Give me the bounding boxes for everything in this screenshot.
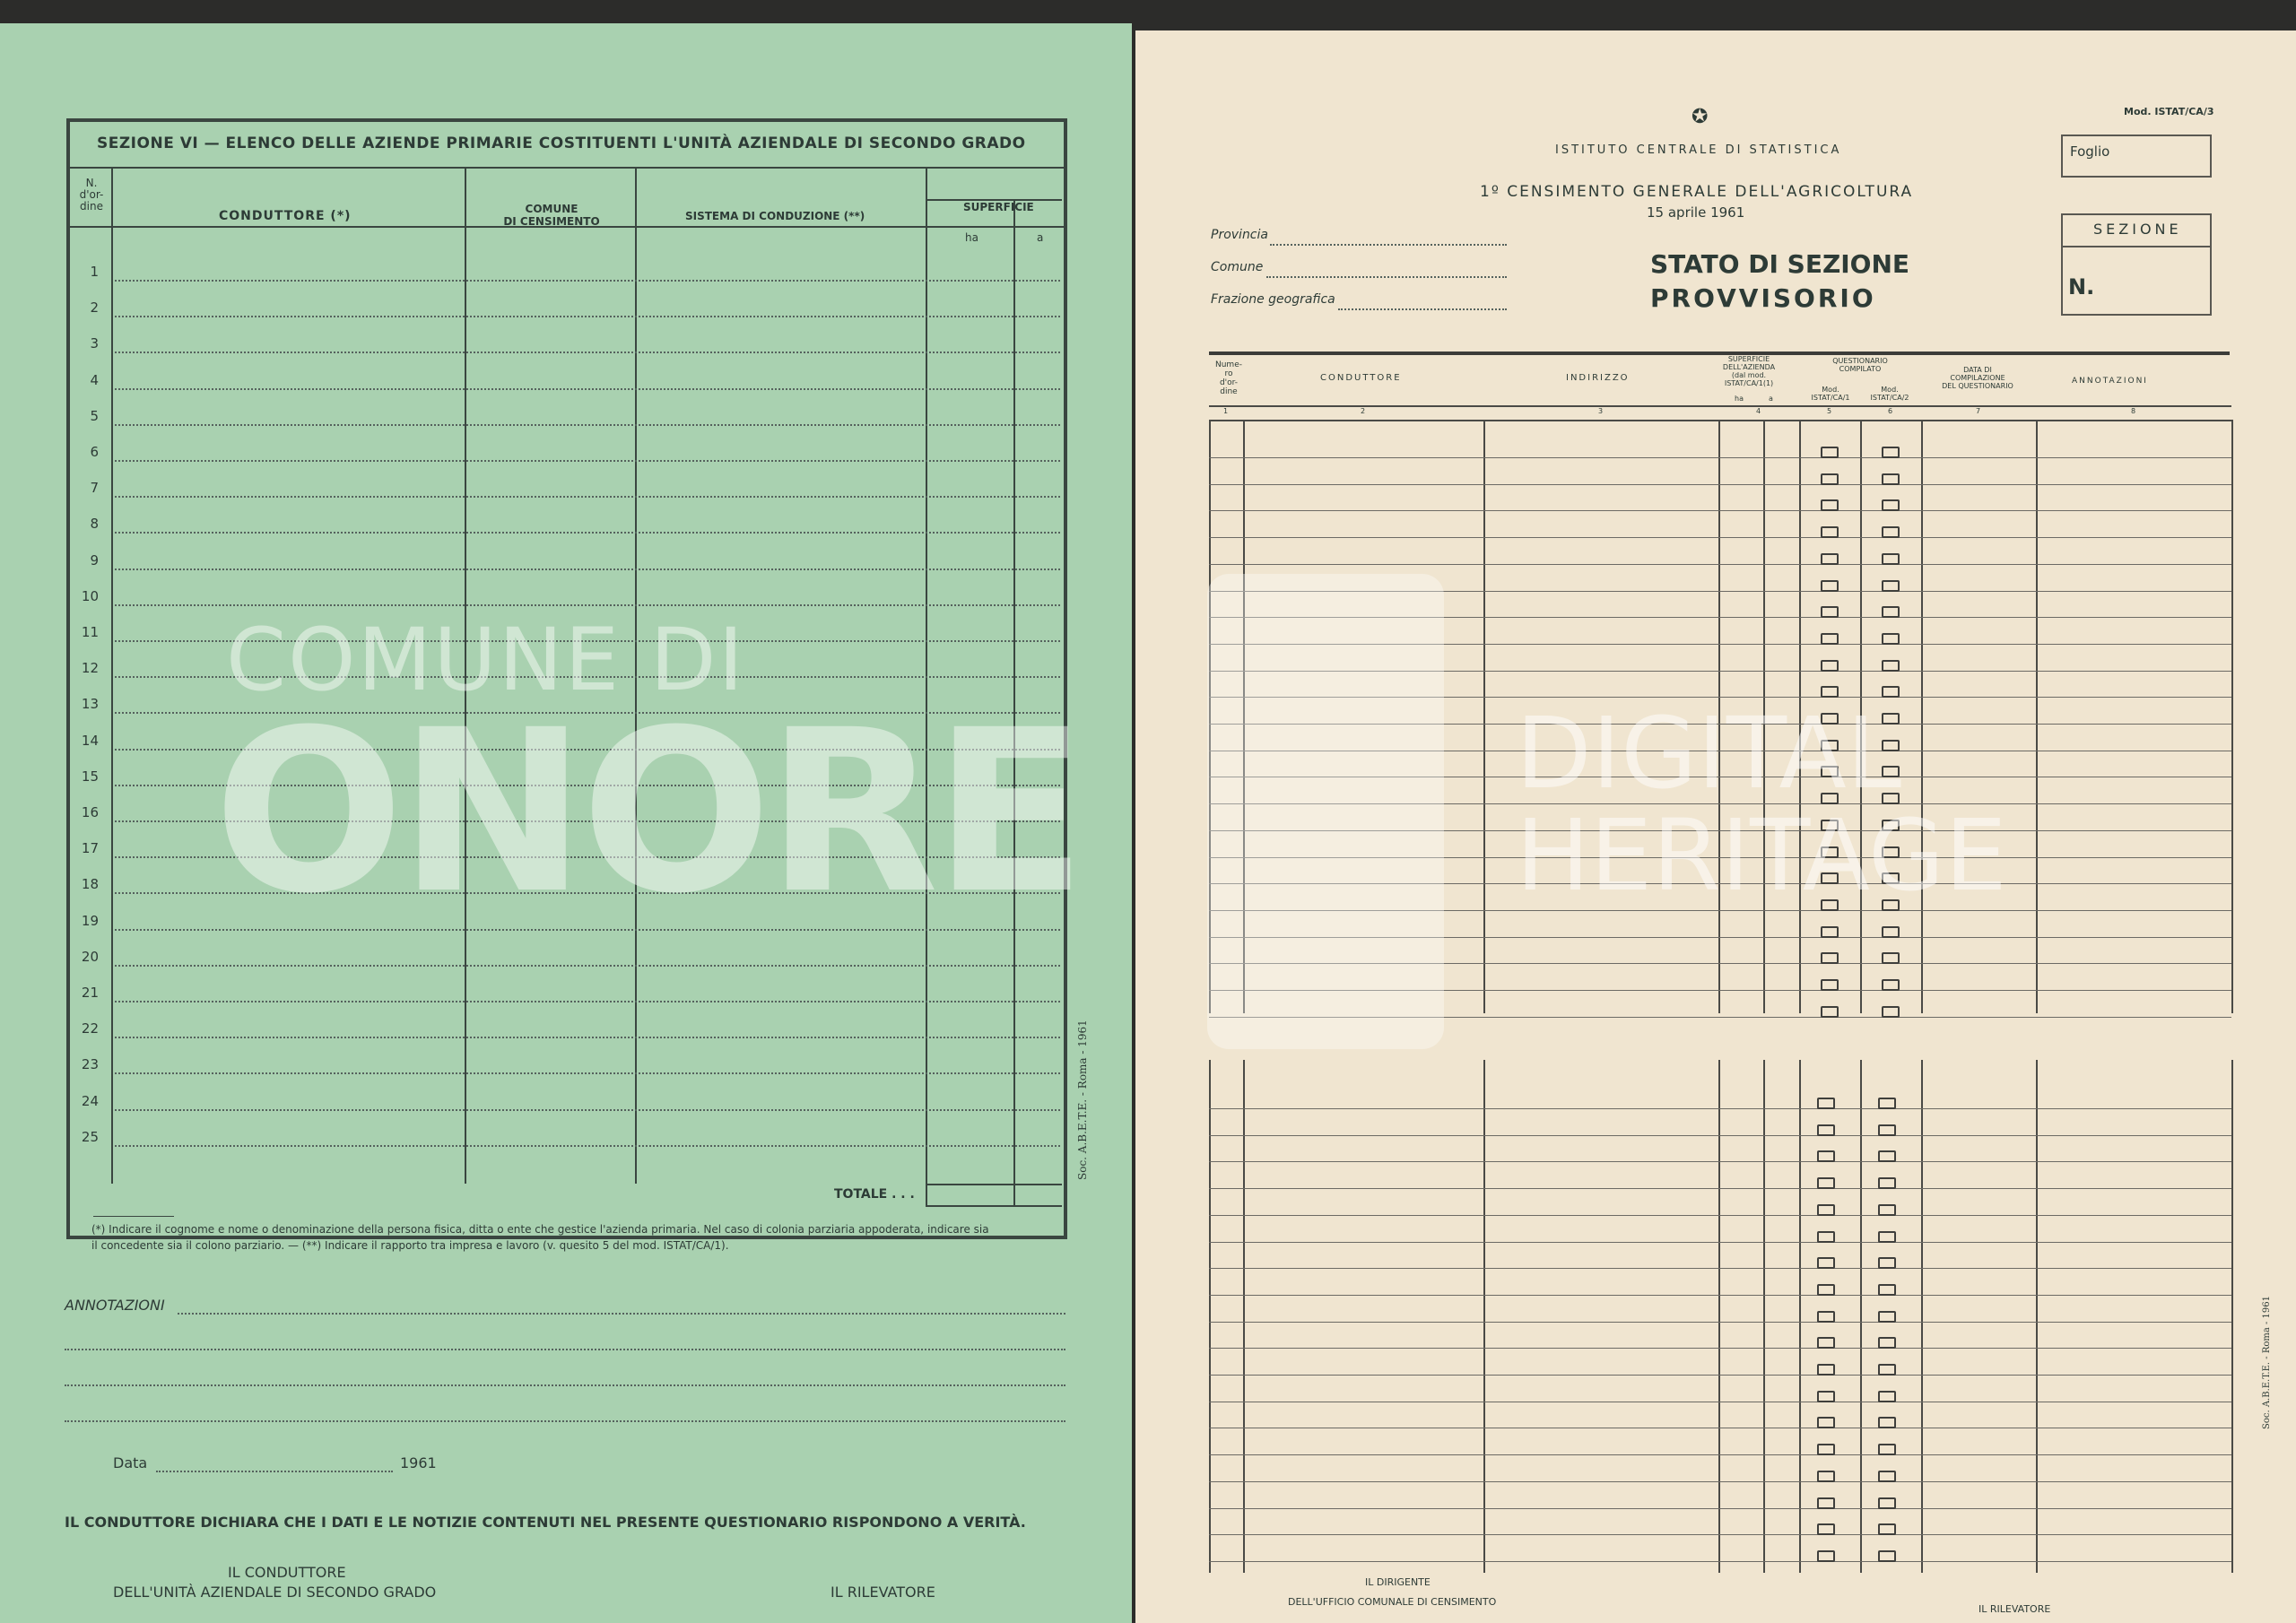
printer-note: Soc. A.B.E.T.E. - Roma - 1961 bbox=[1076, 1020, 1089, 1180]
grid-column-rule bbox=[1763, 1060, 1765, 1573]
checkbox-icon[interactable] bbox=[1821, 979, 1839, 991]
table-row bbox=[1209, 1215, 2231, 1216]
rcol-conduttore-header: CONDUTTORE bbox=[1320, 373, 1402, 383]
sezione-divider bbox=[2063, 246, 2210, 247]
annotazioni-line bbox=[65, 1349, 1065, 1350]
signature-right: IL RILEVATORE bbox=[831, 1584, 935, 1601]
grid-column-rule bbox=[1243, 1060, 1245, 1573]
checkbox-icon[interactable] bbox=[1878, 1364, 1896, 1376]
checkbox-icon[interactable] bbox=[1817, 1124, 1835, 1136]
table-colnum-rule bbox=[1209, 420, 2231, 421]
totale-line bbox=[926, 1184, 1062, 1185]
checkbox-icon[interactable] bbox=[1821, 526, 1839, 538]
sezione-box bbox=[2061, 213, 2212, 316]
checkbox-icon[interactable] bbox=[1821, 580, 1839, 592]
rcol-annotazioni-header: ANNOTAZIONI bbox=[2072, 377, 2148, 386]
foglio-label: Foglio bbox=[2070, 143, 2110, 160]
frazione-label: Frazione geografica bbox=[1211, 292, 1335, 307]
checkbox-icon[interactable] bbox=[1821, 1006, 1839, 1018]
rcol-a-header: a bbox=[1769, 395, 1773, 403]
checkbox-icon[interactable] bbox=[1878, 1550, 1896, 1562]
checkbox-icon[interactable] bbox=[1882, 952, 1900, 964]
table-row bbox=[115, 1037, 1060, 1038]
checkbox-icon[interactable] bbox=[1878, 1177, 1896, 1189]
provincia-label: Provincia bbox=[1211, 228, 1268, 242]
col-ha-header: ha bbox=[965, 231, 978, 244]
header-top-line bbox=[70, 167, 1064, 169]
rcol-mod1-header: Mod. ISTAT/CA/1 bbox=[1811, 386, 1850, 402]
checkbox-icon[interactable] bbox=[1882, 606, 1900, 618]
row-number: 14 bbox=[81, 732, 99, 749]
table-row bbox=[1209, 564, 2231, 565]
checkbox-icon[interactable] bbox=[1882, 926, 1900, 938]
table-row bbox=[1209, 1454, 2231, 1455]
signature-left-2: DELL'UNITÀ AZIENDALE DI SECONDO GRADO bbox=[113, 1584, 437, 1601]
checkbox-icon[interactable] bbox=[1878, 1391, 1896, 1402]
census-title: 1º CENSIMENTO GENERALE DELL'AGRICOLTURA bbox=[1480, 183, 1914, 201]
census-date: 15 aprile 1961 bbox=[1647, 204, 1745, 221]
table-row bbox=[1209, 457, 2231, 458]
row-number: 24 bbox=[81, 1092, 99, 1109]
table-row bbox=[1209, 1375, 2231, 1376]
col-conduttore-header: CONDUTTORE (*) bbox=[219, 209, 352, 223]
checkbox-icon[interactable] bbox=[1882, 660, 1900, 672]
row-number: 11 bbox=[81, 624, 99, 640]
section-title: SEZIONE VI — ELENCO DELLE AZIENDE PRIMARIE COSTITUENTI L'UNITÀ AZIENDALE DI SECONDO GRADO bbox=[97, 135, 1026, 152]
grid-column-rule bbox=[1209, 1060, 1211, 1573]
grid-column-rule bbox=[1860, 1060, 1862, 1573]
annotazioni-label: ANNOTAZIONI bbox=[65, 1297, 165, 1314]
checkbox-icon[interactable] bbox=[1878, 1311, 1896, 1323]
row-number: 9 bbox=[90, 551, 99, 568]
printer-note-right: Soc. A.B.E.T.E. - Roma - 1961 bbox=[2262, 1295, 2272, 1429]
checkbox-icon[interactable] bbox=[1817, 1204, 1835, 1216]
checkbox-icon[interactable] bbox=[1821, 553, 1839, 565]
checkbox-icon[interactable] bbox=[1882, 526, 1900, 538]
checkbox-icon[interactable] bbox=[1817, 1311, 1835, 1323]
totale-label: TOTALE . . . bbox=[834, 1187, 915, 1202]
grid-column-rule bbox=[2231, 1060, 2233, 1573]
table-row bbox=[1209, 1348, 2231, 1349]
table-row bbox=[1209, 1508, 2231, 1509]
checkbox-icon[interactable] bbox=[1878, 1523, 1896, 1535]
data-label: Data bbox=[113, 1454, 148, 1471]
column-number: 6 bbox=[1888, 407, 1893, 415]
row-number: 1 bbox=[90, 264, 99, 280]
column-number: 4 bbox=[1756, 407, 1761, 415]
table-row bbox=[1209, 1242, 2231, 1243]
data-year: 1961 bbox=[400, 1454, 437, 1471]
row-number: 17 bbox=[81, 840, 99, 857]
grid-column-rule bbox=[1718, 1060, 1720, 1573]
checkbox-icon[interactable] bbox=[1817, 1523, 1835, 1535]
table-row bbox=[115, 388, 1060, 390]
row-number: 4 bbox=[90, 371, 99, 388]
grid-column-rule bbox=[1483, 420, 1485, 1013]
table-row bbox=[115, 532, 1060, 534]
rcol-num-header: Nume- ro d'or- dine bbox=[1215, 360, 1242, 396]
table-row bbox=[1209, 1135, 2231, 1136]
rcol-ha-header: ha bbox=[1735, 395, 1744, 403]
grid-column-rule bbox=[2231, 420, 2233, 1013]
institute-name: ISTITUTO CENTRALE DI STATISTICA bbox=[1555, 143, 1842, 157]
checkbox-icon[interactable] bbox=[1882, 473, 1900, 485]
checkbox-icon[interactable] bbox=[1882, 447, 1900, 458]
rsignature-left-1: IL DIRIGENTE bbox=[1365, 1576, 1431, 1588]
checkbox-icon[interactable] bbox=[1878, 1471, 1896, 1482]
emblem-icon: ✪ bbox=[1692, 106, 1709, 128]
col-a-header: a bbox=[1037, 231, 1044, 244]
checkbox-icon[interactable] bbox=[1878, 1204, 1896, 1216]
footnote-1: (*) Indicare il cognome e nome o denominazione della persona fisica, ditta o ente che gestice l'azienda primaria. Nel caso di colonia parziaria appoderata, indicare sia bbox=[91, 1223, 989, 1236]
checkbox-icon[interactable] bbox=[1882, 499, 1900, 511]
row-number: 15 bbox=[81, 768, 99, 785]
checkbox-icon[interactable] bbox=[1878, 1124, 1896, 1136]
grid-column-rule bbox=[1799, 1060, 1801, 1573]
table-row bbox=[115, 965, 1060, 967]
checkbox-icon[interactable] bbox=[1878, 1150, 1896, 1162]
column-number: 3 bbox=[1598, 407, 1604, 415]
rcol-indirizzo-header: INDIRIZZO bbox=[1566, 373, 1630, 383]
table-row bbox=[1209, 1188, 2231, 1189]
row-number: 25 bbox=[81, 1128, 99, 1145]
checkbox-icon[interactable] bbox=[1882, 553, 1900, 565]
table-row bbox=[1209, 1481, 2231, 1482]
checkbox-icon[interactable] bbox=[1882, 633, 1900, 645]
table-row bbox=[1209, 1295, 2231, 1296]
checkbox-icon[interactable] bbox=[1817, 1444, 1835, 1455]
checkbox-icon[interactable] bbox=[1817, 1337, 1835, 1349]
table-row bbox=[115, 280, 1060, 282]
footnote-rule bbox=[93, 1216, 174, 1217]
checkbox-icon[interactable] bbox=[1821, 606, 1839, 618]
rsignature-left-2: DELL'UFFICIO COMUNALE DI CENSIMENTO bbox=[1288, 1596, 1497, 1608]
grid-column-rule bbox=[1921, 1060, 1923, 1573]
checkbox-icon[interactable] bbox=[1817, 1391, 1835, 1402]
row-number: 13 bbox=[81, 696, 99, 713]
data-line bbox=[156, 1471, 393, 1472]
checkbox-icon[interactable] bbox=[1882, 1006, 1900, 1018]
checkbox-icon[interactable] bbox=[1878, 1284, 1896, 1296]
row-number: 16 bbox=[81, 804, 99, 820]
totale-line bbox=[926, 1205, 1062, 1207]
checkbox-icon[interactable] bbox=[1817, 1177, 1835, 1189]
col-comune-header: COMUNE DI CENSIMENTO bbox=[503, 203, 600, 228]
row-number: 23 bbox=[81, 1056, 99, 1073]
row-number: 22 bbox=[81, 1020, 99, 1037]
checkbox-icon[interactable] bbox=[1817, 1471, 1835, 1482]
column-number: 5 bbox=[1827, 407, 1832, 415]
grid-column-rule bbox=[1921, 420, 1923, 1013]
checkbox-icon[interactable] bbox=[1817, 1417, 1835, 1428]
checkbox-icon[interactable] bbox=[1821, 660, 1839, 672]
column-number: 8 bbox=[2131, 407, 2136, 415]
table-row bbox=[1209, 1108, 2231, 1109]
sezione-label: SEZIONE bbox=[2093, 221, 2182, 238]
grid-column-rule bbox=[2036, 1060, 2038, 1573]
frazione-line bbox=[1338, 308, 1507, 310]
table-row bbox=[115, 1001, 1060, 1002]
checkbox-icon[interactable] bbox=[1878, 1417, 1896, 1428]
table-row bbox=[115, 352, 1060, 353]
column-number: 2 bbox=[1361, 407, 1366, 415]
checkbox-icon[interactable] bbox=[1817, 1497, 1835, 1509]
row-number: 12 bbox=[81, 660, 99, 677]
checkbox-icon[interactable] bbox=[1821, 952, 1839, 964]
grid-column-rule bbox=[1483, 1060, 1485, 1573]
annotazioni-line bbox=[178, 1313, 1065, 1315]
checkbox-icon[interactable] bbox=[1878, 1337, 1896, 1349]
model-code: Mod. ISTAT/CA/3 bbox=[2124, 106, 2214, 117]
rcol-data-header: DATA DI COMPILAZIONE DEL QUESTIONARIO bbox=[1942, 366, 2013, 390]
sezione-number-label: N. bbox=[2068, 274, 2095, 299]
checkbox-icon[interactable] bbox=[1821, 926, 1839, 938]
annotazioni-line bbox=[65, 1420, 1065, 1422]
checkbox-icon[interactable] bbox=[1817, 1284, 1835, 1296]
watermark-logo-icon bbox=[1207, 574, 1444, 1049]
grid-column-rule bbox=[2036, 420, 2038, 1013]
column-number: 1 bbox=[1223, 407, 1229, 415]
checkbox-icon[interactable] bbox=[1878, 1098, 1896, 1109]
table-row bbox=[115, 460, 1060, 462]
checkbox-icon[interactable] bbox=[1821, 447, 1839, 458]
watermark-line2: ONORE bbox=[213, 681, 1082, 942]
table-row bbox=[1209, 1561, 2231, 1562]
table-row bbox=[1209, 1534, 2231, 1535]
checkbox-icon[interactable] bbox=[1878, 1444, 1896, 1455]
table-row bbox=[115, 604, 1060, 606]
footnote-2: il concedente sia il colono parziario. — (**) Indicare il rapporto tra impresa e lavoro (v. quesito 5 del mod. ISTAT/CA/1). bbox=[91, 1239, 729, 1252]
foglio-box bbox=[2061, 135, 2212, 178]
row-number: 10 bbox=[81, 587, 99, 604]
row-number: 3 bbox=[90, 335, 99, 352]
checkbox-icon[interactable] bbox=[1882, 580, 1900, 592]
table-row bbox=[115, 1072, 1060, 1074]
table-row bbox=[1209, 1161, 2231, 1162]
row-number: 20 bbox=[81, 948, 99, 965]
col-superficie-header: SUPERFICIE bbox=[963, 201, 1034, 213]
col-sep bbox=[111, 167, 113, 1184]
rsignature-right: IL RILEVATORE bbox=[1979, 1603, 2051, 1615]
rcol-questionario-header: QUESTIONARIO COMPILATO bbox=[1832, 357, 1888, 373]
row-number: 19 bbox=[81, 912, 99, 929]
checkbox-icon[interactable] bbox=[1821, 499, 1839, 511]
rcol-superficie-header: SUPERFICIE DELL'AZIENDA (dal mod. ISTAT/CA/1(1) bbox=[1722, 355, 1776, 387]
watermark-line1: COMUNE DI bbox=[226, 610, 745, 710]
table-row bbox=[1209, 484, 2231, 485]
comune-label: Comune bbox=[1211, 260, 1264, 274]
table-row bbox=[115, 424, 1060, 426]
rcol-mod2-header: Mod. ISTAT/CA/2 bbox=[1870, 386, 1909, 402]
row-number: 21 bbox=[81, 985, 99, 1001]
table-row bbox=[115, 496, 1060, 498]
checkbox-icon[interactable] bbox=[1878, 1231, 1896, 1243]
doc-title-2: PROVVISORIO bbox=[1650, 283, 1876, 313]
doc-title-1: STATO DI SEZIONE bbox=[1650, 249, 1910, 279]
column-number: 7 bbox=[1976, 407, 1981, 415]
row-number: 2 bbox=[90, 299, 99, 317]
table-row bbox=[115, 316, 1060, 317]
table-row bbox=[1209, 1268, 2231, 1269]
row-number: 7 bbox=[90, 480, 99, 497]
checkbox-icon[interactable] bbox=[1817, 1098, 1835, 1109]
row-number: 18 bbox=[81, 876, 99, 893]
row-number: 8 bbox=[90, 516, 99, 533]
col-num-header: N. d'or- dine bbox=[79, 177, 104, 213]
watermark-line3: DIGITAL bbox=[1516, 696, 1902, 811]
checkbox-icon[interactable] bbox=[1817, 1257, 1835, 1269]
checkbox-icon[interactable] bbox=[1817, 1550, 1835, 1562]
checkbox-icon[interactable] bbox=[1878, 1497, 1896, 1509]
declaration: IL CONDUTTORE DICHIARA CHE I DATI E LE NOTIZIE CONTENUTI NEL PRESENTE QUESTIONARIO RISPONDONO A VERITÀ. bbox=[65, 1514, 1026, 1531]
provincia-line bbox=[1270, 244, 1507, 246]
checkbox-icon[interactable] bbox=[1817, 1231, 1835, 1243]
watermark-line4: HERITAGE bbox=[1516, 798, 2007, 913]
checkbox-icon[interactable] bbox=[1882, 979, 1900, 991]
table-row bbox=[1209, 510, 2231, 511]
table-row bbox=[1209, 1322, 2231, 1323]
col-sistema-header: SISTEMA DI CONDUZIONE (**) bbox=[685, 210, 865, 222]
comune-line bbox=[1266, 276, 1507, 278]
checkbox-icon[interactable] bbox=[1821, 473, 1839, 485]
table-row bbox=[115, 1145, 1060, 1147]
signature-left-1: IL CONDUTTORE bbox=[228, 1564, 346, 1581]
table-row bbox=[115, 568, 1060, 570]
checkbox-icon[interactable] bbox=[1821, 633, 1839, 645]
table-row bbox=[1209, 537, 2231, 538]
table-row bbox=[115, 1109, 1060, 1111]
row-number: 5 bbox=[90, 407, 99, 424]
row-number: 6 bbox=[90, 444, 99, 460]
annotazioni-line bbox=[65, 1384, 1065, 1386]
checkbox-icon[interactable] bbox=[1878, 1257, 1896, 1269]
checkbox-icon[interactable] bbox=[1817, 1150, 1835, 1162]
checkbox-icon[interactable] bbox=[1817, 1364, 1835, 1376]
